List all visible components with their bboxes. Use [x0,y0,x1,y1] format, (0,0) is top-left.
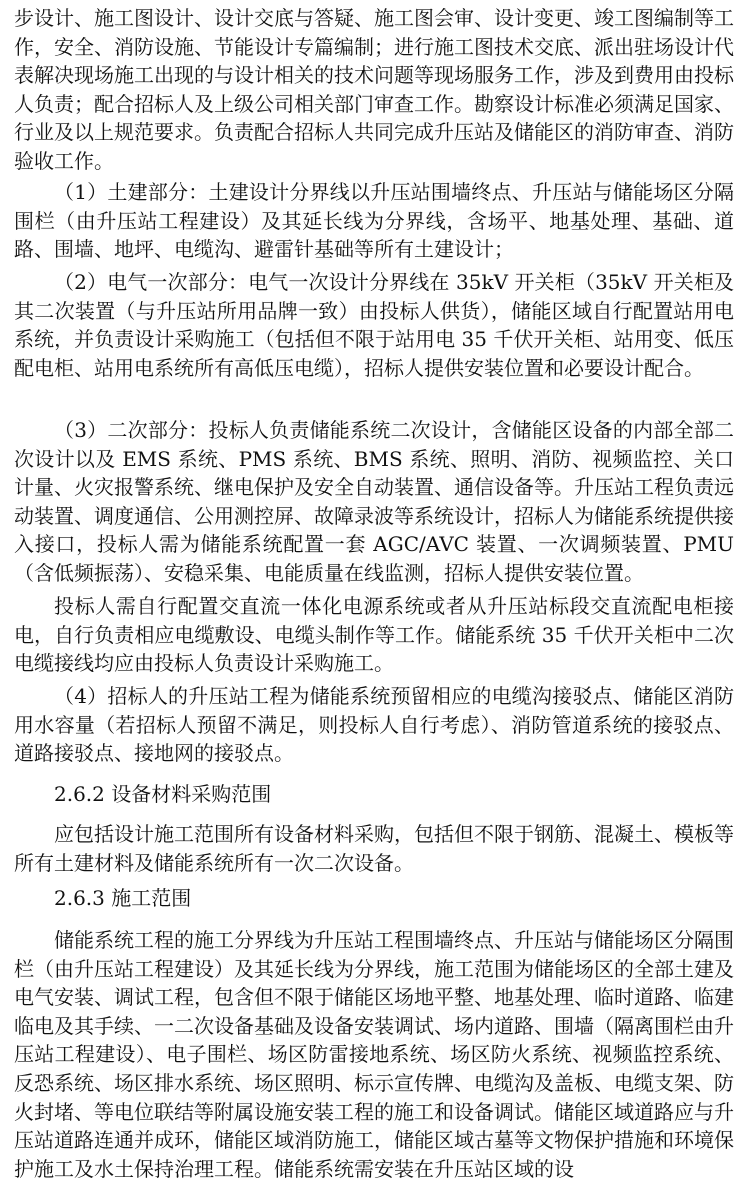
paragraph-civil-part: （1）土建部分：土建设计分界线以升压站围墙终点、升压站与储能场区分隔围栏（由升压站工程建设）及其延长线为分界线，含场平、地基处理、基础、道路、围墙、地坪、电缆沟、避雷针基础等所有土建设计； [14,180,734,262]
paragraph-electrical-primary: （2）电气一次部分：电气一次设计分界线在 35kV 开关柜（35kV 开关柜及其二次装置（与升压站所用品牌一致）由投标人供货），储能区域自行配置站用电系统，并负责设计采购施工（包括但不限于站用电 35 千伏开关柜、站用变、低压配电柜、站用电系统所有高低压电缆），招标人提供安装位置和必要设计配合。 [14,270,734,380]
paragraph-design-scope: 步设计、施工图设计、设计交底与答疑、施工图会审、设计变更、竣工图编制等工作，安全、消防设施、节能设计专篇编制；进行施工图技术交底、派出驻场设计代表解决现场施工出现的与设计相关的技术问题等现场服务工作，涉及到费用由投标人负责；配合招标人及上级公司相关部门审查工作。勘察设计标准必须满足国家、行业及以上规范要求。负责配合招标人共同完成升压站及储能区的消防审查、消防验收工作。 [14,6,734,173]
paragraph-secondary-part: （3）二次部分：投标人负责储能系统二次设计，含储能区设备的内部全部二次设计以及 EMS 系统、PMS 系统、BMS 系统、照明、消防、视频监控、关口计量、火灾报警系统、继电保护及安全自动装置、通信设备等。升压站工程负责远动装置、调度通信、公用测控屏、故障录波等系统设计，招标人为储能系统提供接入接口，投标人需为储能系统配置一套 AGC/AVC 装置、一次调频装置、PMU（含低频振荡）、安稳采集、电能质量在线监测，招标人提供安装位置。 [14,418,734,585]
paragraph-construction: 储能系统工程的施工分界线为升压站工程围墙终点、升压站与储能场区分隔围栏（由升压站工程建设）及其延长线为分界线，施工范围为储能场区的全部土建及电气安装、调试工程，包含但不限于储能区场地平整、地基处理、临时道路、临建临电及其手续、一二次设备基础及设备安装调试、场内道路、围墙（隔离围栏由升压站工程建设）、电子围栏、场区防雷接地系统、场区防火系统、视频监控系统、反恐系统、场区排水系统、场区照明、标示宣传牌、电缆沟及盖板、电缆支架、防火封堵、等电位联结等附属设施安装工程的施工和设备调试。储能区域道路应与升压站道路连通并成环，储能区域消防施工，储能区域古墓等文物保护措施和环境保护施工及水土保持治理工程。储能系统需安装在升压站区域的设 [14,928,734,1181]
section-heading-construction: 2.6.3 施工范围 [54,886,192,910]
paragraph-procurement: 应包括设计施工范围所有设备材料采购，包括但不限于钢筋、混凝土、模板等所有土建材料及储能系统所有一次二次设备。 [14,822,734,875]
paragraph-power-supply: 投标人需自行配置交直流一体化电源系统或者从升压站标段交直流配电柜接电，自行负责相应电缆敷设、电缆头制作等工作。储能系统 35 千伏开关柜中二次电缆接线均应由投标人负责设计采购施工。 [14,594,734,676]
paragraph-interface-points: （4）招标人的升压站工程为储能系统预留相应的电缆沟接驳点、储能区消防用水容量（若招标人预留不满足，则投标人自行考虑）、消防管道系统的接驳点、道路接驳点、接地网的接驳点。 [14,684,734,766]
section-heading-procurement: 2.6.2 设备材料采购范围 [54,782,272,806]
